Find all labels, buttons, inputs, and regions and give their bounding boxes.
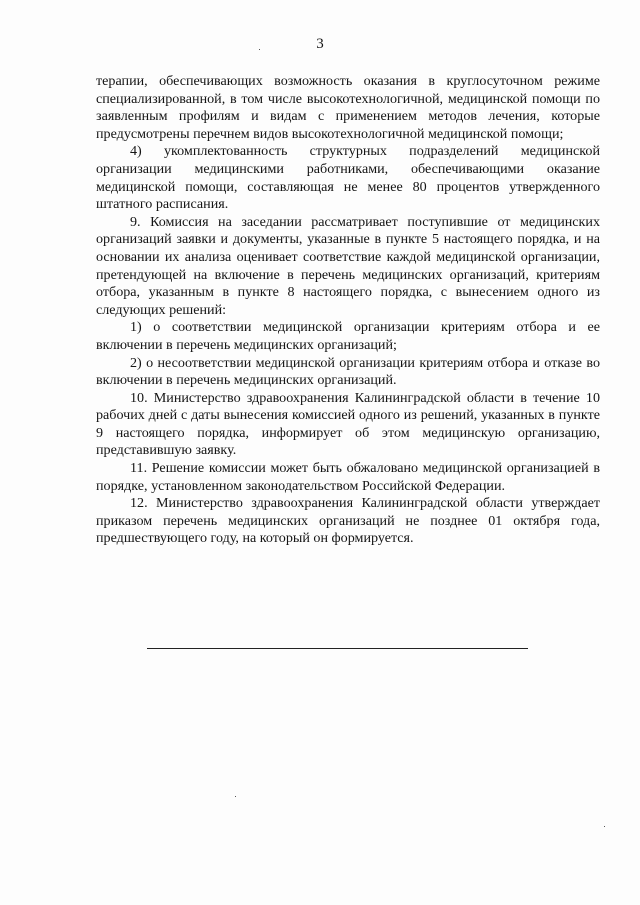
paragraph-12-ministry-approves: 12. Министерство здравоохранения Калининградской области утверждает приказом перечень медицинских организаций не позднее 01 октября года, предшествующего году, на который он формируется. <box>96 495 600 547</box>
document-body <box>96 73 600 548</box>
paragraph-decision-1: 1) о соответствии медицинской организации критериям отбора и ее включении в перечень медицинских организаций; <box>96 319 600 353</box>
paragraph-therapy-continuation: терапии, обеспечивающих возможность оказания в круглосуточном режиме специализированной, в том числе высокотехнологичной, медицинской помощи по заявленным профилям и видам с применением методов лечения, которые предусмотрены перечнем видов высокотехнологичной медицинской помощи; <box>96 73 600 142</box>
scan-speck <box>259 49 260 50</box>
scan-speck <box>235 796 236 797</box>
page-number: 3 <box>316 36 324 52</box>
scan-speck <box>604 826 605 827</box>
paragraph-9-commission: 9. Комиссия на заседании рассматривает поступившие от медицинских организаций заявки и документы, указанные в пункте 5 настоящего порядка, и на основании их анализа оценивает соответствие каждой медицинской организации, претендующей на включение в перечень медицинских организаций, критериям отбора, указанным в пункте 8 настоящего порядка, с вынесением одного из следующих решений: <box>96 213 600 318</box>
paragraph-decision-2: 2) о несоответствии медицинской организации критериям отбора и отказе во включении в перечень медицинских организаций. <box>96 354 600 389</box>
paragraph-11-appeal: 11. Решение комиссии может быть обжаловано медицинской организацией в порядке, установленном законодательством Российской Федерации. <box>96 460 600 494</box>
paragraph-item-4-staffing: 4) укомплектованность структурных подразделений медицинской организации медицинскими работниками, обеспечивающими оказание медицинской помощи, составляющая не менее 80 процентов утвержденного штатного расписания. <box>96 143 600 213</box>
paragraph-10-ministry-informs: 10. Министерство здравоохранения Калининградской области в течение 10 рабочих дней с даты вынесения комиссией одного из решений, указанных в пункте 9 настоящего порядка, информирует об этом медицинскую организацию, представившую заявку. <box>96 389 600 459</box>
end-of-document-rule <box>147 648 528 649</box>
